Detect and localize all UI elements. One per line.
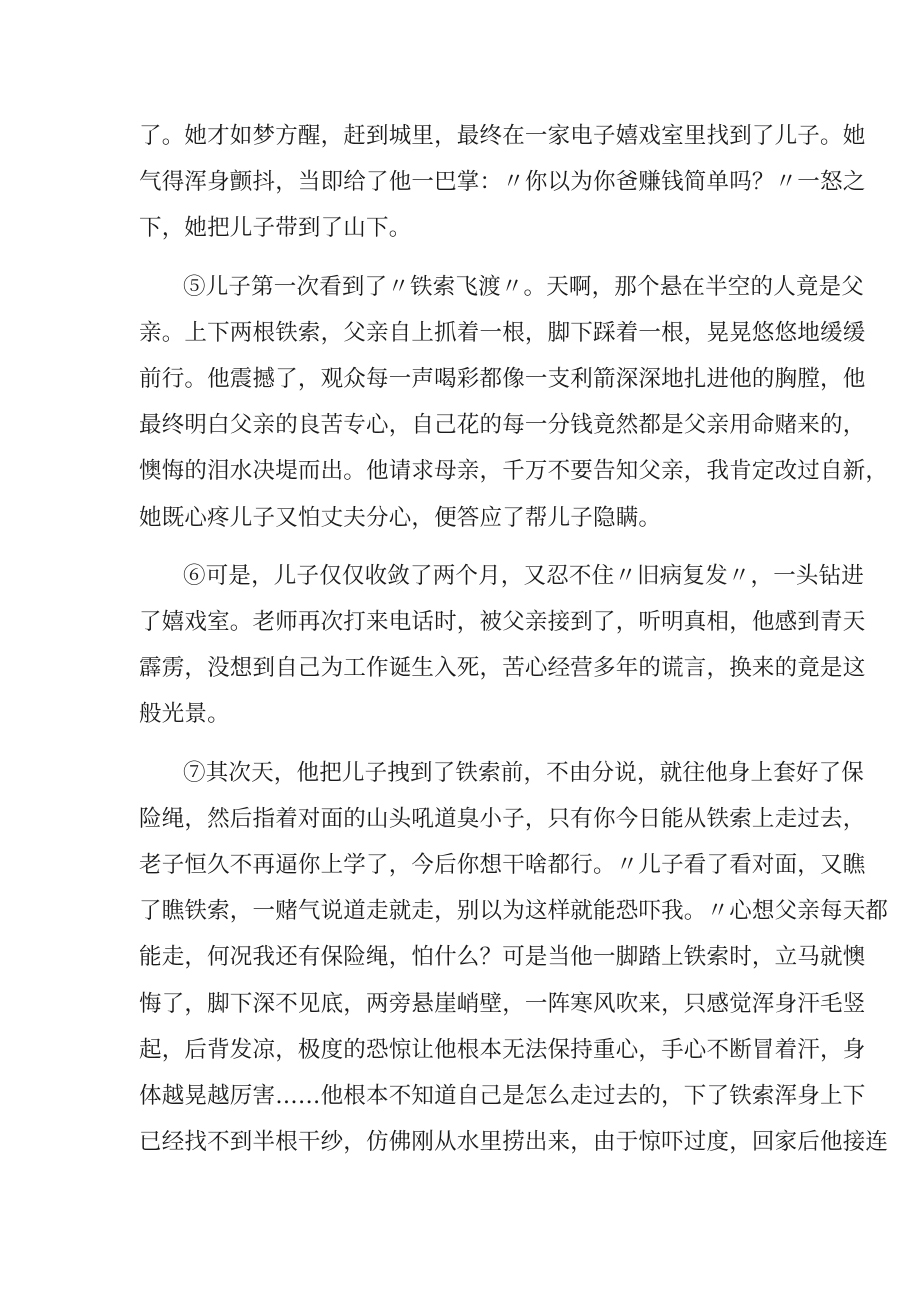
text-line: 般光景。 [139, 701, 230, 728]
text-line: 前行。他震撼了，观众每一声喝彩都像一支利箭深深地扎进他的胸膛，他 [139, 366, 866, 393]
text-line: 悔了，脚下深不见底，两旁悬崖峭壁，一阵寒风吹来，只感觉浑身汗毛竖 [139, 990, 866, 1017]
paragraph-5 [139, 264, 889, 541]
text-line: 起，后背发凉，极度的恐惊让他根本无法保持重心，手心不断冒着汗，身 [139, 1036, 866, 1063]
text-line: 懊悔的泪水决堤而出。他请求母亲，千万不要告知父亲，我肯定改过自新， [139, 458, 889, 485]
text-line: 了。她才如梦方醒，赶到城里，最终在一家电子嬉戏室里找到了儿子。她 [139, 123, 866, 149]
text-line: 已经找不到半根干纱，仿佛刚从水里捞出来，由于惊吓过度，回家后他接连 [139, 1129, 889, 1156]
text-line: 气得浑身颤抖，当即给了他一巴掌：〃你以为你爸赚钱简单吗？〃一怒之 [139, 169, 866, 196]
paragraph-continued [139, 113, 866, 252]
text-line: ⑥可是，儿子仅仅收敛了两个月，又忍不住〃旧病复发〃，一头钻进 [183, 562, 865, 589]
text-line: 霹雳，没想到自己为工作诞生入死，苦心经营多年的谎言，换来的竟是这 [139, 655, 866, 682]
text-line: 体越晃越厉害……他根本不知道自己是怎么走过去的，下了铁索浑身上下 [139, 1083, 866, 1110]
text-line: 老子恒久不再逼你上学了，今后你想干啥都行。〃儿子看了看对面，又瞧 [139, 852, 866, 879]
text-line: 了嬉戏室。老师再次打来电话时，被父亲接到了，听明真相，他感到青天 [139, 609, 866, 636]
text-line: 最终明白父亲的良苦专心，自己花的每一分钱竟然都是父亲用命赌来的， [139, 412, 866, 439]
paragraph-7 [139, 750, 889, 1166]
text-line: 亲。上下两根铁索，父亲自上抓着一根，脚下踩着一根，晃晃悠悠地缓缓 [139, 319, 866, 346]
text-line: ⑦其次天，他把儿子拽到了铁索前，不由分说，就往他身上套好了保 [183, 759, 865, 786]
text-line: 了瞧铁索，一赌气说道走就走，别以为这样就能恐吓我。〃心想父亲每天都 [139, 898, 889, 925]
article-body [139, 113, 889, 1177]
text-line: 险绳，然后指着对面的山头吼道臭小子，只有你今日能从铁索上走过去， [139, 805, 866, 832]
text-line: 下，她把儿子带到了山下。 [139, 215, 412, 242]
text-line: ⑤儿子第一次看到了〃铁索飞渡〃。天啊，那个悬在半空的人竟是父 [183, 273, 865, 300]
paragraph-6 [139, 553, 866, 738]
text-line: 能走，何况我还有保险绳，怕什么？可是当他一脚踏上铁索时，立马就懊 [139, 944, 866, 971]
text-line: 她既心疼儿子又怕丈夫分心，便答应了帮儿子隐瞒。 [139, 504, 662, 531]
